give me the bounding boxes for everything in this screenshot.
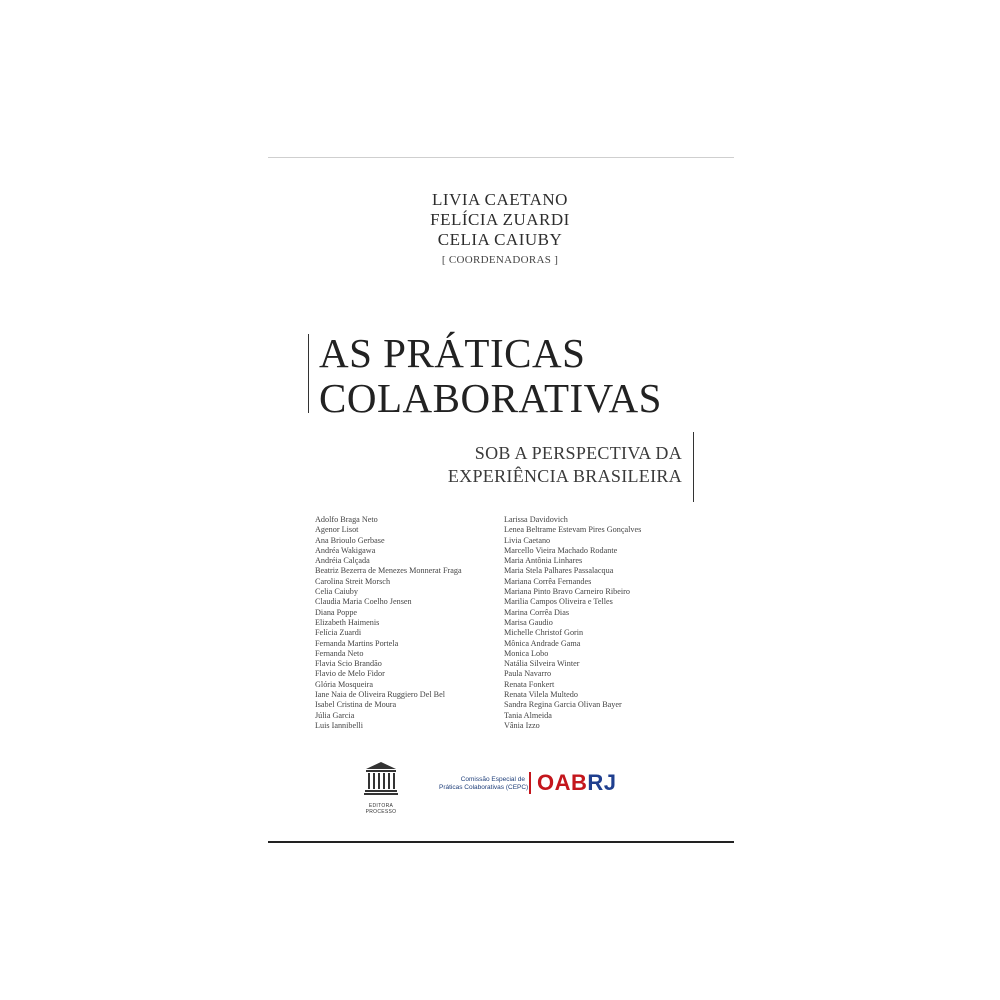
- book-subtitle: [420, 442, 682, 488]
- oab-text: OAB: [537, 770, 588, 795]
- author-name: Ana Brioulo Gerbase: [315, 535, 385, 545]
- author-name: Andréa Wakigawa: [315, 545, 376, 555]
- author-name: Júlia Garcia: [315, 710, 355, 720]
- author-name: Maria Antônia Linhares: [504, 556, 583, 566]
- coordinator-name: LIVIA CAETANO: [432, 190, 568, 209]
- author-name: Marina Corrêa Dias: [504, 607, 570, 617]
- authors-list-right: [504, 515, 641, 731]
- author-name: Celia Caiuby: [315, 587, 358, 597]
- author-name: Beatriz Bezerra de Menezes Monnerat Fraga: [315, 566, 462, 576]
- author-name: Tania Almeida: [504, 710, 552, 720]
- author-name: Renata Vilela Multedo: [504, 690, 578, 700]
- subtitle-line: EXPERIÊNCIA BRASILEIRA: [447, 466, 682, 486]
- author-name: Glória Mosqueira: [315, 679, 373, 689]
- author-name: Claudia Maria Coelho Jensen: [315, 597, 412, 607]
- author-name: Marilia Campos Oliveira e Telles: [504, 597, 613, 607]
- author-name: Maria Stela Palhares Passalacqua: [504, 566, 614, 576]
- title-accent-bar: [308, 334, 309, 413]
- publisher-logo: [364, 760, 398, 816]
- cepc-label: [439, 776, 529, 792]
- author-name: Vânia Izzo: [504, 720, 540, 730]
- publisher-name: PROCESSO: [365, 809, 397, 815]
- author-name: Marcello Vieira Machado Rodante: [504, 545, 618, 555]
- author-name: Renata Fonkert: [504, 679, 555, 689]
- rj-text: RJ: [587, 770, 617, 795]
- author-name: Iane Naia de Oliveira Ruggiero Del Bel: [315, 690, 446, 700]
- coordinator-name: CELIA CAIUBY: [437, 230, 563, 249]
- author-name: Mônica Andrade Gama: [504, 638, 581, 648]
- author-name: Sandra Regina Garcia Olivan Bayer: [504, 700, 622, 710]
- title-line: AS PRÁTICAS: [319, 330, 586, 376]
- author-name: Felícia Zuardi: [315, 628, 362, 638]
- cepc-line: Comissão Especial de: [460, 776, 525, 783]
- author-name: Elizabeth Haimenis: [315, 617, 380, 627]
- author-name: Mariana Corrêa Fernandes: [504, 576, 592, 586]
- coordinators-role: [ COORDENADORAS ]: [441, 254, 559, 266]
- author-name: Isabel Cristina de Moura: [315, 700, 397, 710]
- author-name: Livia Caetano: [504, 535, 551, 545]
- subtitle-accent-bar: [693, 432, 694, 502]
- author-name: Fernanda Martins Portela: [315, 638, 399, 648]
- author-name: Adolfo Braga Neto: [315, 515, 378, 524]
- author-name: Lenea Beltrame Estevam Pires Gonçalves: [504, 525, 642, 535]
- book-title: [319, 331, 662, 421]
- coordinators-block: [400, 190, 600, 268]
- title-line: COLABORATIVAS: [319, 375, 662, 421]
- author-name: Larissa Davidovich: [504, 515, 568, 524]
- author-name: Carolina Streit Morsch: [315, 576, 391, 586]
- author-name: Mariana Pinto Bravo Carneiro Ribeiro: [504, 587, 630, 597]
- oab-divider: [529, 772, 531, 794]
- oab-rj-logo: [537, 771, 617, 795]
- author-name: Luis Iannibelli: [315, 720, 363, 730]
- author-name: Flavio de Melo Fidor: [315, 669, 385, 679]
- bottom-rule: [268, 841, 734, 843]
- author-name: Natália Silveira Winter: [504, 659, 580, 669]
- author-name: Michelle Christof Gorin: [504, 628, 584, 638]
- cepc-line: Práticas Colaborativas (CEPC): [439, 784, 529, 791]
- temple-icon: [364, 760, 398, 798]
- author-name: Agenor Lisot: [315, 525, 359, 535]
- author-name: Paula Navarro: [504, 669, 552, 679]
- authors-list-left: [315, 515, 462, 731]
- top-rule: [268, 157, 734, 158]
- coordinator-name: FELÍCIA ZUARDI: [430, 210, 570, 229]
- author-name: Fernanda Neto: [315, 648, 364, 658]
- subtitle-line: SOB A PERSPECTIVA DA: [474, 443, 682, 463]
- author-name: Monica Lobo: [504, 648, 549, 658]
- author-name: Andréia Calçada: [315, 556, 370, 566]
- author-name: Marisa Gaudio: [504, 617, 553, 627]
- author-name: Flavia Scio Brandão: [315, 659, 382, 669]
- author-name: Diana Poppe: [315, 607, 358, 617]
- publisher-name: EDITORA: [368, 803, 394, 809]
